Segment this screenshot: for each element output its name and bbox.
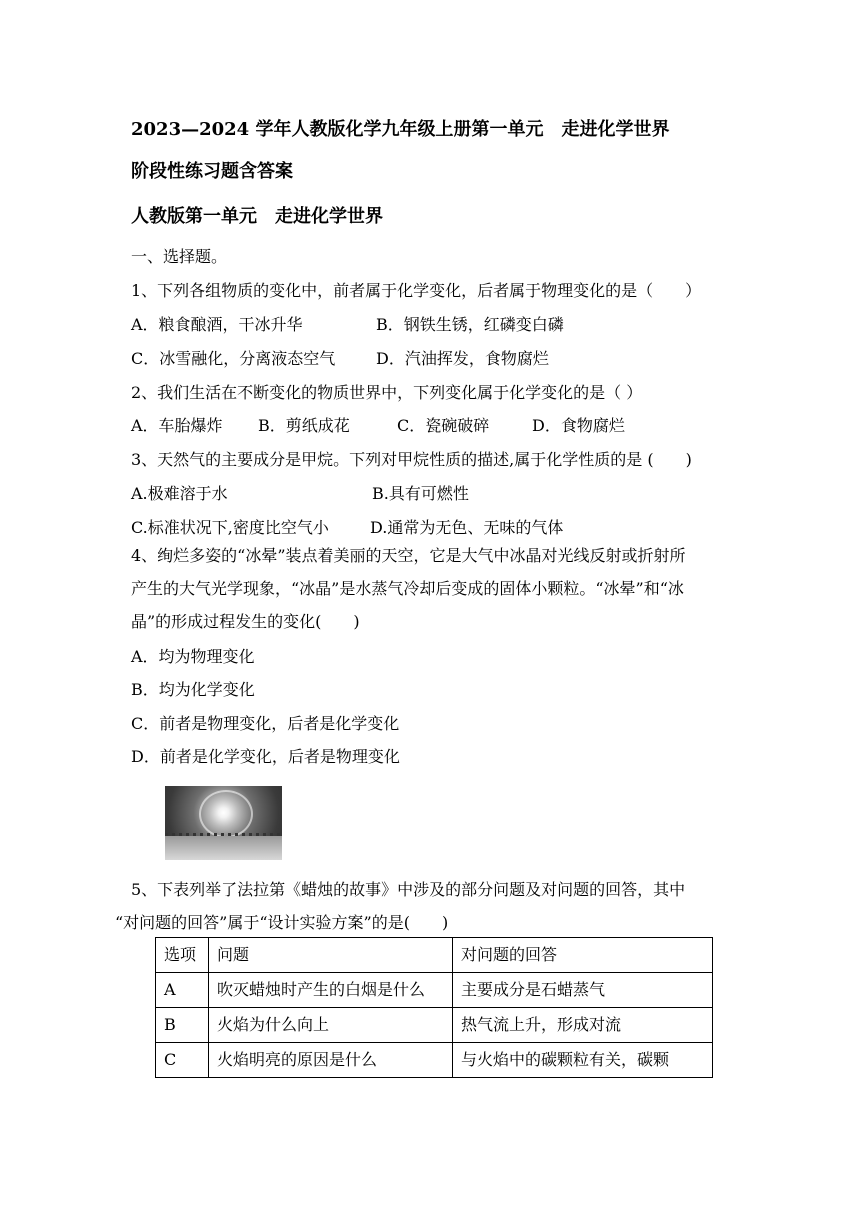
question-4-stem-line1: 4、绚烂多姿的“冰晕”装点着美丽的天空，它是大气中冰晶对光线反射或折射所 xyxy=(131,546,686,565)
halo-ring xyxy=(199,790,253,838)
q2-option-b: B．剪纸成花 xyxy=(258,416,350,435)
table-row xyxy=(156,1043,713,1078)
section-heading: 一、选择题。 xyxy=(131,247,228,266)
question-1-stem: 1、下列各组物质的变化中，前者属于化学变化，后者属于物理变化的是（ ） xyxy=(131,281,702,300)
q3-option-d: D.通常为无色、无味的气体 xyxy=(370,518,564,537)
table-cell-question: 火焰为什么向上 xyxy=(209,1008,453,1043)
doc-title-line2: 阶段性练习题含答案 xyxy=(131,161,293,182)
q4-option-b: B．均为化学变化 xyxy=(131,680,255,699)
snow-ground xyxy=(165,836,282,860)
question-3-stem: 3、天然气的主要成分是甲烷。下列对甲烷性质的描述,属于化学性质的是 ( ) xyxy=(131,450,692,469)
table-cell-question-text: 吹灭蜡烛时产生的白烟是什么 xyxy=(217,980,426,999)
q1-option-b: B．钢铁生锈，红磷变白磷 xyxy=(376,315,564,334)
table-cell-answer: 主要成分是石蜡蒸气 xyxy=(453,973,713,1008)
table-cell-option: B xyxy=(156,1008,209,1043)
table-header-option: 选项 xyxy=(156,938,209,973)
table-cell-question xyxy=(209,973,453,1008)
q2-option-a: A．车胎爆炸 xyxy=(131,416,223,435)
question-4-stem-line2: 产生的大气光学现象，“冰晶”是水蒸气冷却后变成的固体小颗粒。“冰晕”和“冰 xyxy=(131,579,684,598)
q1-option-c: C．冰雪融化，分离液态空气 xyxy=(131,349,336,368)
candle-question-table xyxy=(155,937,713,1078)
q3-option-a: A.极难溶于水 xyxy=(131,484,228,503)
q2-option-d: D．食物腐烂 xyxy=(532,416,625,435)
table-header-row xyxy=(156,938,713,973)
table-cell-answer: 热气流上升，形成对流 xyxy=(453,1008,713,1043)
table-cell-option: C xyxy=(156,1043,209,1078)
q1-option-d: D．汽油挥发，食物腐烂 xyxy=(376,349,549,368)
table-header-question: 问题 xyxy=(209,938,453,973)
doc-subtitle: 人教版第一单元 走进化学世界 xyxy=(131,206,383,227)
q3-option-b: B.具有可燃性 xyxy=(372,484,469,503)
table-row xyxy=(156,973,713,1008)
question-5-stem-line1: 5、下表列举了法拉第《蜡烛的故事》中涉及的部分问题及对问题的回答，其中 xyxy=(131,880,686,899)
q2-option-c: C．瓷碗破碎 xyxy=(397,416,490,435)
q1-option-a: A．粮食酿酒，干冰升华 xyxy=(131,315,303,334)
q3-option-c: C.标准状况下,密度比空气小 xyxy=(131,518,329,537)
q4-option-c: C．前者是物理变化，后者是化学变化 xyxy=(131,714,400,733)
q4-option-a: A．均为物理变化 xyxy=(131,647,255,666)
question-5-stem-line2: “对问题的回答”属于“设计实验方案”的是( ) xyxy=(115,913,449,932)
ice-halo-photo xyxy=(165,786,282,860)
question-4-stem-line3: 晶”的形成过程发生的变化( ) xyxy=(131,612,360,631)
q4-option-d: D．前者是化学变化，后者是物理变化 xyxy=(131,747,400,766)
doc-title-line1: 2023—2024 学年人教版化学九年级上册第一单元 走进化学世界 xyxy=(131,119,670,140)
question-2-stem: 2、我们生活在不断变化的物质世界中，下列变化属于化学变化的是（ ） xyxy=(131,383,643,402)
table-cell-answer: 与火焰中的碳颗粒有关，碳颗 xyxy=(453,1043,713,1078)
table-cell-question: 火焰明亮的原因是什么 xyxy=(209,1043,453,1078)
table-cell-option: A xyxy=(156,973,209,1008)
table-header-answer: 对问题的回答 xyxy=(453,938,713,973)
table-row xyxy=(156,1008,713,1043)
